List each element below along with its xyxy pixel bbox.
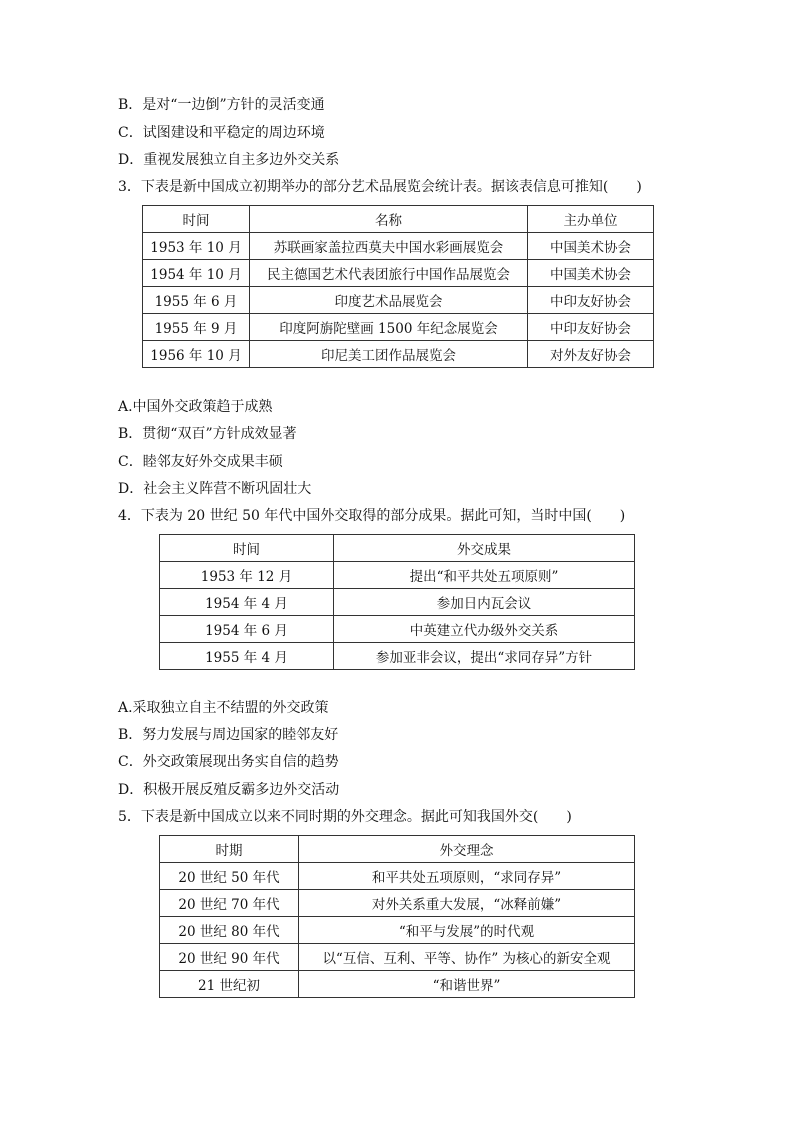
table-header-cell: 时间 [143, 206, 250, 233]
table-cell: 苏联画家盖拉西莫夫中国水彩画展览会 [250, 233, 528, 260]
table-cell: 20 世纪 90 年代 [160, 944, 299, 971]
question-3-option-b: B．贯彻“双百”方针成效显著 [118, 426, 297, 442]
table-cell: 1955 年 4 月 [160, 643, 334, 670]
table-row [160, 944, 635, 971]
table-cell: 1953 年 12 月 [160, 562, 334, 589]
table-cell: 参加亚非会议，提出“求同存异”方针 [334, 643, 635, 670]
table-row [160, 917, 635, 944]
table-cell: 印度艺术品展览会 [250, 287, 528, 314]
table-cell: 和平共处五项原则，“求同存异” [299, 863, 635, 890]
question-4-option-b: B．努力发展与周边国家的睦邻友好 [118, 727, 339, 743]
table-header-cell: 时间 [160, 535, 334, 562]
table-cell: 1953 年 10 月 [143, 233, 250, 260]
table-row [160, 971, 635, 998]
table-header-row [160, 535, 635, 562]
table-cell: 民主德国艺术代表团旅行中国作品展览会 [250, 260, 528, 287]
question-3-option-c: C．睦邻友好外交成果丰硕 [118, 454, 283, 470]
table-cell: 印度阿旃陀壁画 1500 年纪念展览会 [250, 314, 528, 341]
table-cell: 对外关系重大发展，“冰释前嫌” [299, 890, 635, 917]
table-cell: 20 世纪 70 年代 [160, 890, 299, 917]
table-cell: 以“互信、互利、平等、协作” 为核心的新安全观 [299, 944, 635, 971]
table-header-cell: 外交理念 [299, 836, 635, 863]
table-cell: 中国美术协会 [528, 233, 654, 260]
table-cell: “和谐世界” [299, 971, 635, 998]
table-row [143, 260, 654, 287]
table-row [160, 616, 635, 643]
table-row [160, 562, 635, 589]
option-b-prev: B．是对“一边倒”方针的灵活变通 [118, 97, 325, 113]
table-header-cell: 名称 [250, 206, 528, 233]
table-cell: 20 世纪 80 年代 [160, 917, 299, 944]
table-header-cell: 时期 [160, 836, 299, 863]
option-d-prev: D．重视发展独立自主多边外交关系 [118, 152, 340, 168]
table-cell: 印尼美工团作品展览会 [250, 341, 528, 368]
table-row [143, 314, 654, 341]
question-5-stem: 5．下表是新中国成立以来不同时期的外交理念。据此可知我国外交( ) [118, 809, 572, 825]
table-cell: 1955 年 6 月 [143, 287, 250, 314]
question-4-option-d: D．积极开展反殖反霸多边外交活动 [118, 782, 340, 798]
table-cell: 中印友好协会 [528, 287, 654, 314]
question-3-option-a: A.中国外交政策趋于成熟 [118, 399, 273, 415]
table-header-row [160, 836, 635, 863]
question-5-table [159, 835, 635, 998]
table-row [143, 341, 654, 368]
table-cell: 中国美术协会 [528, 260, 654, 287]
table-row [160, 643, 635, 670]
question-3-stem: 3．下表是新中国成立初期举办的部分艺术品展览会统计表。据该表信息可推知( ) [118, 179, 642, 195]
question-4-stem: 4．下表为 20 世纪 50 年代中国外交取得的部分成果。据此可知，当时中国( ) [118, 508, 626, 524]
table-header-cell: 外交成果 [334, 535, 635, 562]
table-cell: 1954 年 4 月 [160, 589, 334, 616]
table-row [160, 589, 635, 616]
table-row [143, 287, 654, 314]
table-cell: 参加日内瓦会议 [334, 589, 635, 616]
question-4-table [159, 534, 635, 670]
table-cell: 21 世纪初 [160, 971, 299, 998]
table-cell: 1955 年 9 月 [143, 314, 250, 341]
question-4-option-c: C．外交政策展现出务实自信的趋势 [118, 754, 339, 770]
table-row [160, 863, 635, 890]
table-cell: 20 世纪 50 年代 [160, 863, 299, 890]
table-cell: “和平与发展”的时代观 [299, 917, 635, 944]
table-cell: 提出“和平共处五项原则” [334, 562, 635, 589]
question-4-option-a: A.采取独立自主不结盟的外交政策 [118, 700, 329, 716]
table-cell: 对外友好协会 [528, 341, 654, 368]
table-cell: 1956 年 10 月 [143, 341, 250, 368]
table-header-cell: 主办单位 [528, 206, 654, 233]
table-cell: 中印友好协会 [528, 314, 654, 341]
table-cell: 1954 年 10 月 [143, 260, 250, 287]
question-3-option-d: D．社会主义阵营不断巩固壮大 [118, 481, 312, 497]
table-header-row [143, 206, 654, 233]
table-cell: 中英建立代办级外交关系 [334, 616, 635, 643]
question-3-table [142, 205, 654, 368]
table-row [160, 890, 635, 917]
option-c-prev: C．试图建设和平稳定的周边环境 [118, 125, 325, 141]
table-cell: 1954 年 6 月 [160, 616, 334, 643]
table-row [143, 233, 654, 260]
